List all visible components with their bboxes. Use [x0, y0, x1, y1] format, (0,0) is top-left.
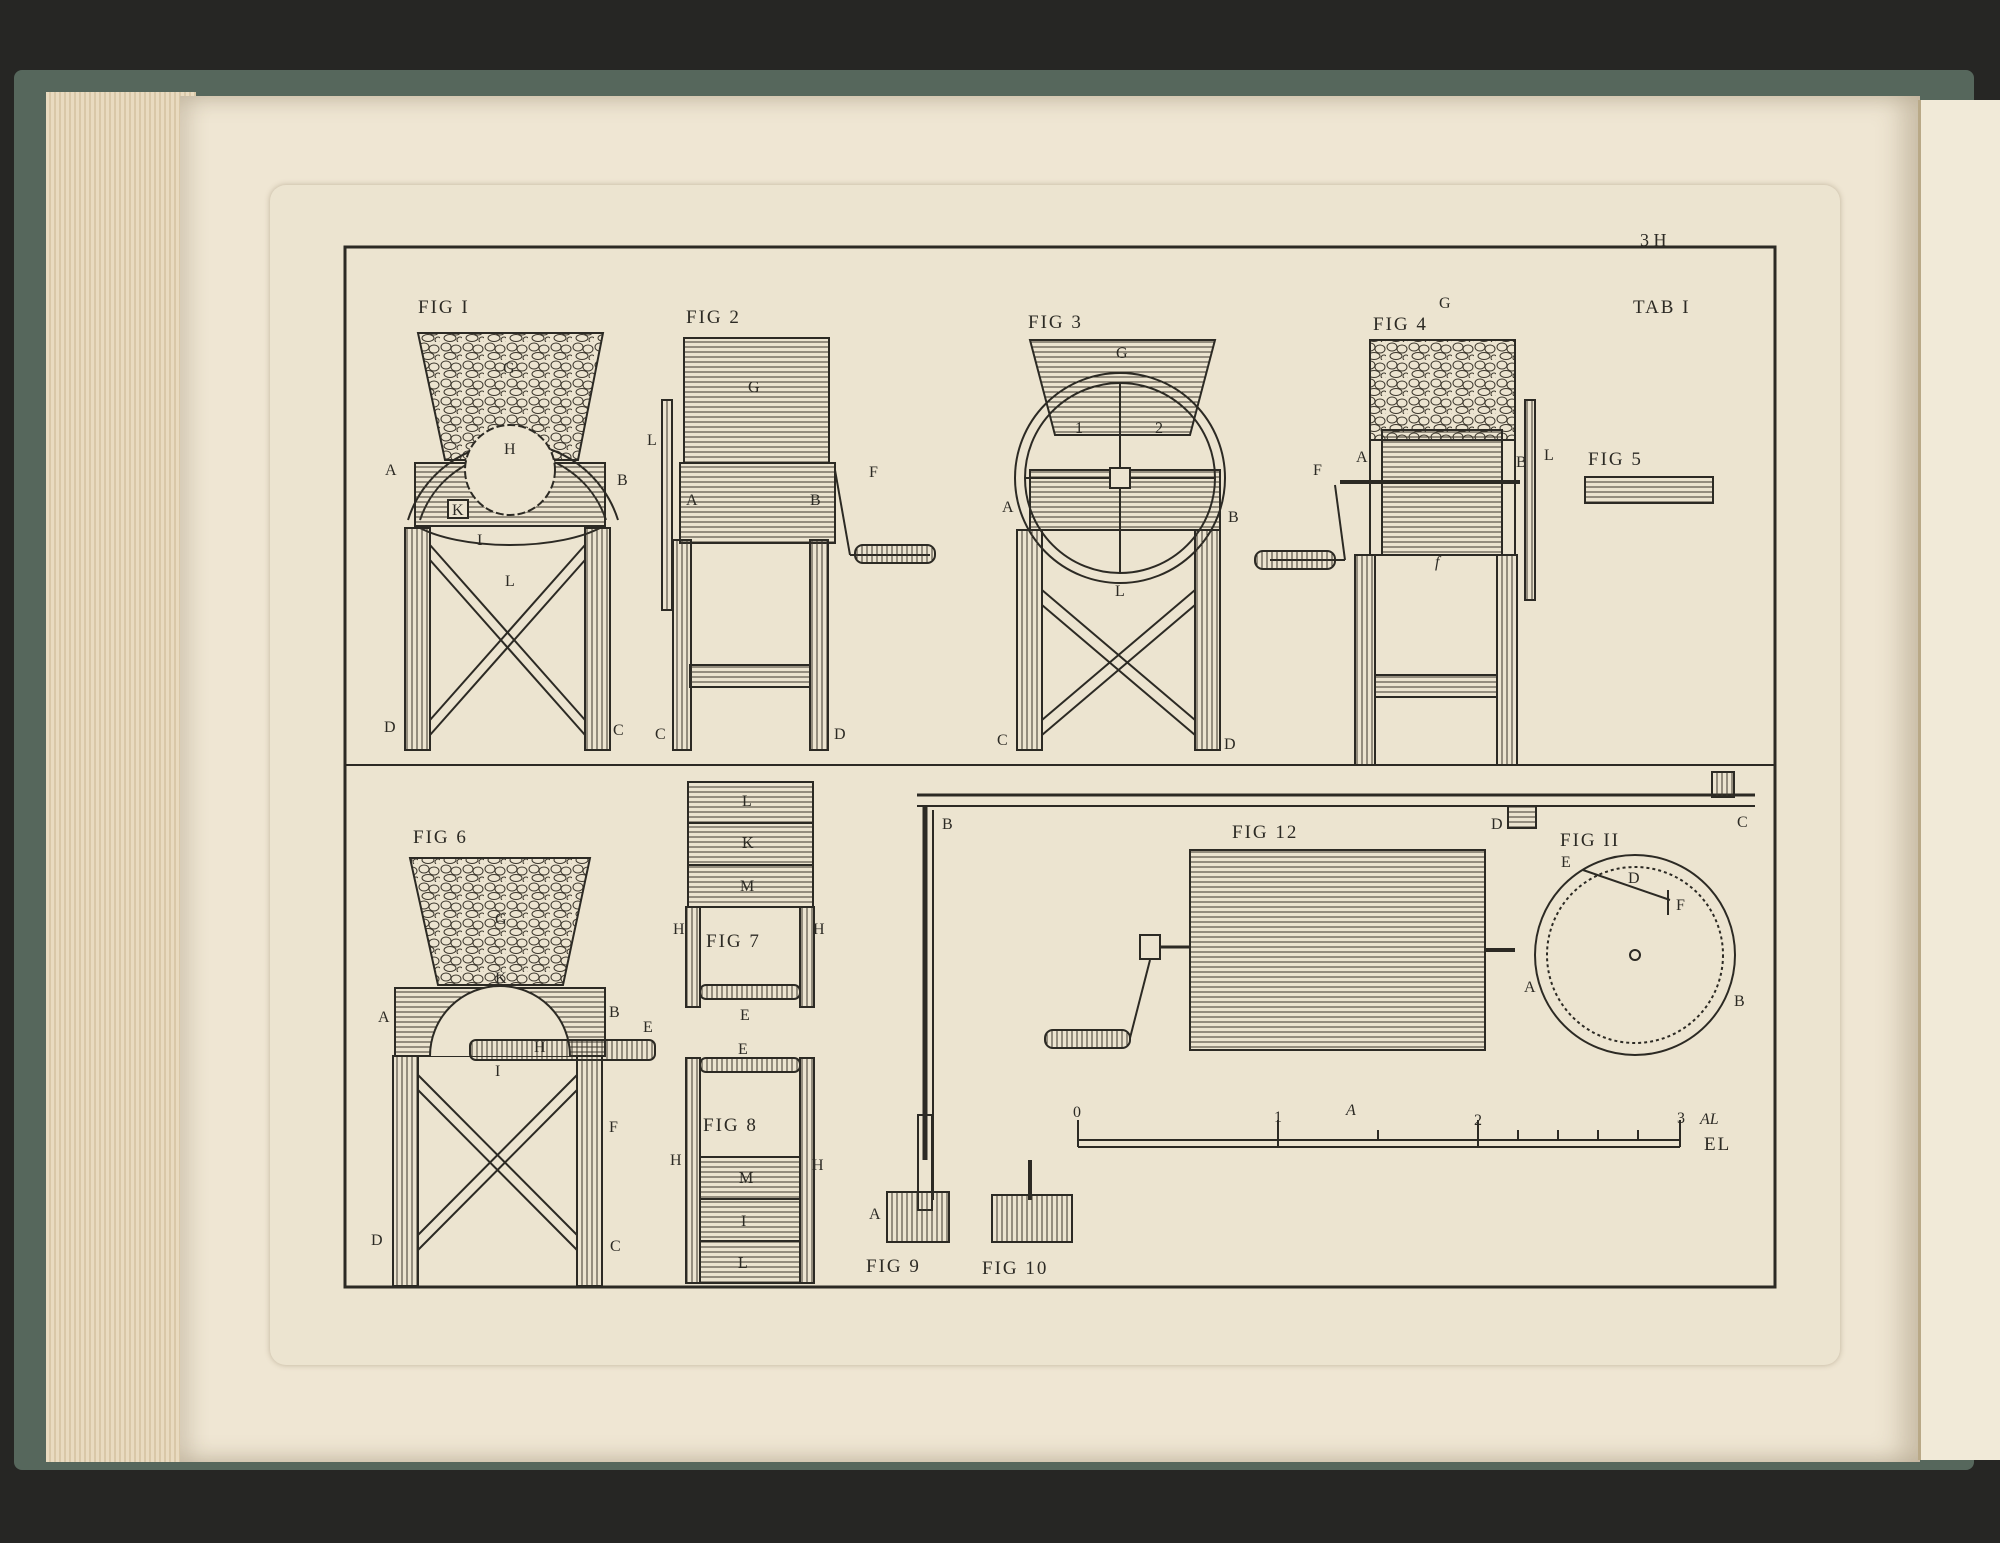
fig1-letter-b: B — [617, 472, 628, 489]
fig1-letter-a: A — [385, 462, 397, 479]
fig12-label: FIG 12 — [1232, 822, 1299, 843]
scale-bar — [1078, 1120, 1680, 1147]
fig4-letter-f: F — [1313, 462, 1322, 479]
fig1-letter-g: G — [503, 360, 515, 377]
scale-label-1: 1 — [1274, 1109, 1282, 1126]
fig2-letter-f: F — [869, 464, 878, 481]
fig9-letter-a: A — [869, 1206, 881, 1223]
fig8-letter-h-left: H — [670, 1152, 682, 1169]
fig7-letter-l: L — [742, 793, 752, 810]
fig9-letter-d: D — [1491, 816, 1503, 833]
fig2-letter-l: L — [647, 432, 657, 449]
plate-tab-label: TAB I — [1633, 297, 1691, 318]
fig11-label: FIG II — [1560, 830, 1621, 851]
fig4-letter-b: B — [1516, 454, 1527, 471]
fig11-letter-d: D — [1628, 870, 1640, 887]
fig7-label: FIG 7 — [706, 931, 761, 952]
fig6-letter-e: E — [643, 1019, 653, 1036]
fig1-letter-d: D — [384, 719, 396, 736]
fig6-letter-k: K — [495, 970, 507, 987]
fig2-letter-g: G — [748, 379, 760, 396]
fig8-letter-l: L — [738, 1255, 748, 1272]
scale-label-2: 2 — [1474, 1112, 1482, 1129]
fig7-letter-k: K — [742, 835, 754, 852]
fig3-letter-c: C — [997, 732, 1008, 749]
fig5-drawing — [1585, 477, 1713, 503]
scale-label-0: 0 — [1073, 1104, 1081, 1121]
fig6-letter-a: A — [378, 1009, 390, 1026]
fig4-label: FIG 4 — [1373, 314, 1428, 335]
fig6-letter-f: F — [609, 1119, 618, 1136]
fig8-letter-m: M — [739, 1170, 754, 1187]
fig7-letter-m: M — [740, 878, 755, 895]
scale-unit-el: EL — [1704, 1134, 1732, 1155]
fig12-drawing — [1045, 850, 1515, 1050]
fig1-letter-i: I — [477, 532, 483, 549]
fig6-drawing — [393, 858, 655, 1286]
fig6-label: FIG 6 — [413, 827, 468, 848]
fig3-label: FIG 3 — [1028, 312, 1083, 333]
fig2-label: FIG 2 — [686, 307, 741, 328]
fig9-label: FIG 9 — [866, 1256, 921, 1277]
fig5-label: FIG 5 — [1588, 449, 1643, 470]
fig3-drawing — [1015, 340, 1225, 750]
fig7-letter-h-right: H — [813, 921, 825, 938]
fig10-drawing — [992, 1160, 1072, 1242]
fig8-letter-i: I — [741, 1213, 747, 1230]
fig8-letter-h-right: H — [812, 1157, 824, 1174]
fig8-letter-e: E — [738, 1041, 748, 1058]
fig4-letter-g: G — [1439, 295, 1451, 312]
fig6-letter-b: B — [609, 1004, 620, 1021]
fig6-letter-g: G — [495, 911, 507, 928]
fig1-letter-k: K — [452, 502, 464, 519]
fig6-letter-h: H — [534, 1039, 546, 1056]
fig4-drawing — [1255, 340, 1535, 765]
fig3-letter-d: D — [1224, 736, 1236, 753]
fig2-letter-a: A — [686, 492, 698, 509]
fig1-letter-c: C — [613, 722, 624, 739]
plate-number: 3 H — [1640, 230, 1667, 250]
fig3-letter-a: A — [1002, 499, 1014, 516]
fig1-label: FIG I — [418, 297, 470, 318]
scale-letter-a: A — [1346, 1102, 1356, 1119]
scale-unit-al: AL — [1700, 1111, 1719, 1128]
fig9-letter-b: B — [942, 816, 953, 833]
fig10-label: FIG 10 — [982, 1258, 1049, 1279]
fig4-letter-f-small: f — [1435, 554, 1440, 571]
fig1-letter-h: H — [504, 441, 516, 458]
scale-label-3: 3 — [1677, 1110, 1685, 1127]
fig8-label: FIG 8 — [703, 1115, 758, 1136]
fig1-drawing — [405, 333, 618, 750]
fig1-letter-l: L — [505, 573, 515, 590]
fig4-letter-l: L — [1544, 447, 1554, 464]
fig7-letter-h-left: H — [673, 921, 685, 938]
fig2-letter-c: C — [655, 726, 666, 743]
fig3-letter-g: G — [1116, 345, 1128, 362]
fig3-letter-b: B — [1228, 509, 1239, 526]
fig6-letter-d: D — [371, 1232, 383, 1249]
fig2-letter-b: B — [810, 492, 821, 509]
fig11-letter-a: A — [1524, 979, 1536, 996]
fig2-drawing — [662, 338, 935, 750]
fig11-letter-e: E — [1561, 854, 1571, 871]
fig11-letter-f: F — [1676, 897, 1685, 914]
fig6-letter-c: C — [610, 1238, 621, 1255]
fig11-letter-b: B — [1734, 993, 1745, 1010]
fig3-letter-2: 2 — [1155, 420, 1163, 437]
fig9-letter-c: C — [1737, 814, 1748, 831]
fig3-letter-l: L — [1115, 583, 1125, 600]
fig6-letter-i: I — [495, 1063, 501, 1080]
fig2-letter-d: D — [834, 726, 846, 743]
fig7-letter-e: E — [740, 1007, 750, 1024]
fig3-letter-1: 1 — [1075, 420, 1083, 437]
fig4-letter-a: A — [1356, 449, 1368, 466]
